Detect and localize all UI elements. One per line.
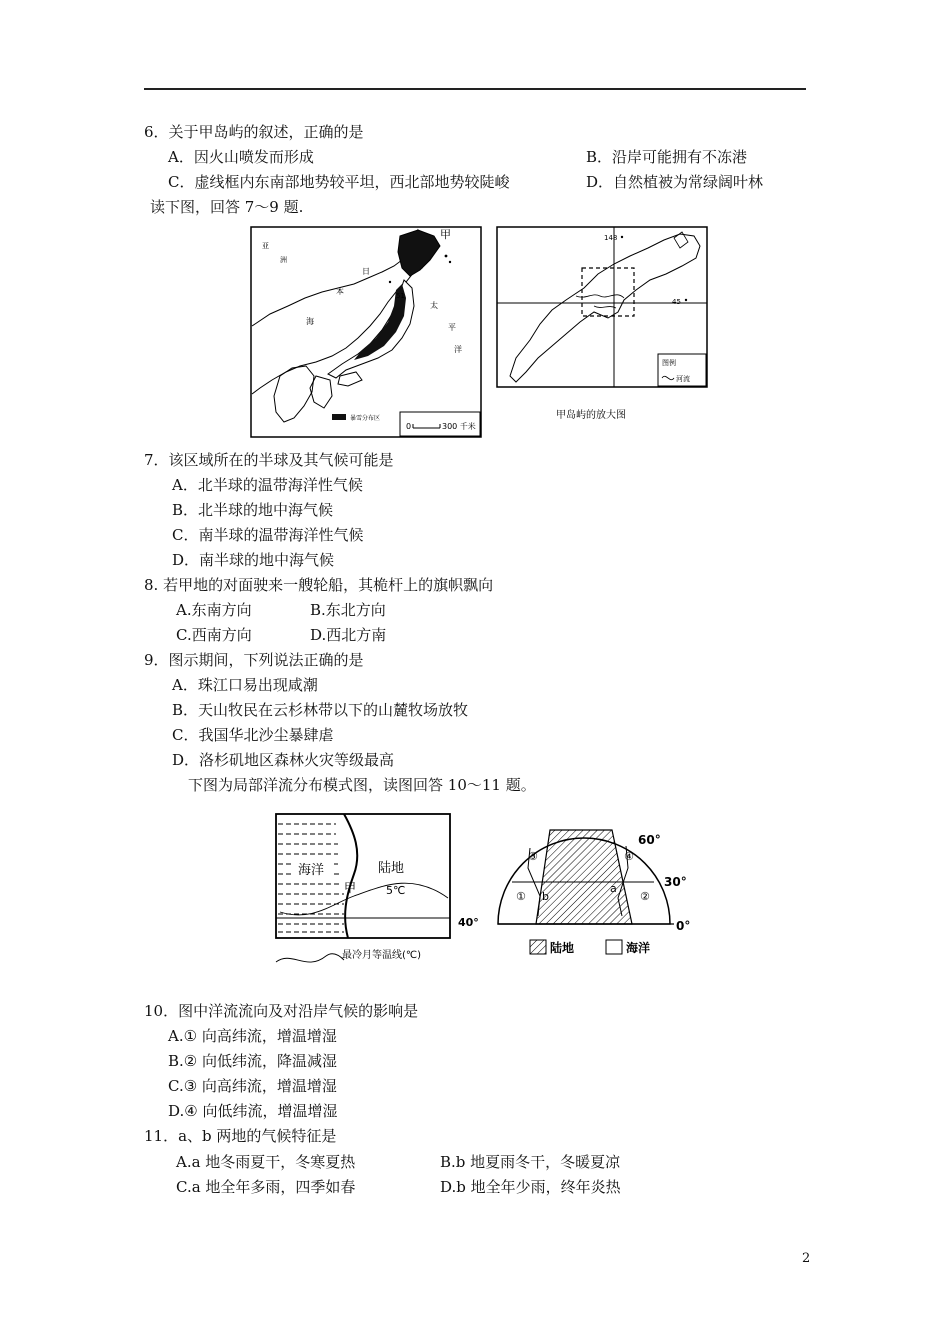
map1-label-sea: 本 [336,287,344,296]
map1-label-jia: 甲 [440,228,451,241]
scale-zero: 0 [406,422,412,431]
q10-stem: 10．图中洋流流向及对沿岸气候的影响是 [144,1002,419,1020]
fig4-label-a: a [610,882,617,895]
q8-option-c: C.西南方向 [176,626,252,644]
fig3-label-jia: 甲 [344,881,357,895]
fig4-label-0: 0° [676,919,691,933]
map2-legend-title: 图例 [662,359,676,367]
fig3-legend-label: 最冷月等温线(℃) [342,950,422,961]
fig4-legend-land: 陆地 [550,941,575,955]
legend-ocean-swatch [606,940,622,954]
map1-label-asia: 亚 [262,242,269,250]
fig4-label-60: 60° [638,833,661,847]
map1-label-sea: 日 [362,267,370,276]
intro-7-9: 读下图，回答 7～9 题. [150,198,304,216]
q10-option-c: C.③ 向高纬流，增温增湿 [168,1077,337,1095]
q11-option-d: D.b 地全年少雨，终年炎热 [440,1178,621,1196]
map1-label-pacific: 平 [448,323,456,332]
q6-option-a: A．因火山喷发而形成 [168,148,314,166]
fig3-label-land: 陆地 [378,861,405,876]
header-rule [144,88,806,90]
page-number: 2 [802,1251,811,1266]
japan-map-figure [250,226,482,442]
q7-option-a: A．北半球的温带海洋性气候 [172,476,363,494]
map1-label-pacific: 太 [430,301,438,310]
q10-option-a: A.① 向高纬流，增温增湿 [168,1027,337,1045]
isotherm-diagram [272,812,484,972]
q6-option-b: B．沿岸可能拥有不冻港 [586,148,748,166]
q6-option-d: D．自然植被为常绿阔叶林 [586,173,764,191]
map1-label-sea: 海 [306,317,314,326]
q11-stem: 11．a、b 两地的气候特征是 [144,1127,337,1145]
fig3-label-ocean: 海洋 [298,863,325,878]
q9-stem: 9．图示期间，下列说法正确的是 [144,651,364,669]
map2-longitude-label: 148 [604,234,618,242]
q11-option-a: A.a 地冬雨夏干，冬寒夏热 [176,1153,356,1171]
map2-legend-river: 河流 [676,375,690,383]
map1-label-51: 51 [396,292,405,300]
q9-option-a: A．珠江口易出现咸潮 [172,676,318,694]
q8-option-b: B.东北方向 [310,601,386,619]
map1-legend-label: 暴雪分布区 [350,415,381,422]
q11-option-c: C.a 地全年多雨，四季如春 [176,1178,356,1196]
map2-latitude-label: 45 [672,298,681,306]
legend-land-swatch [530,940,546,954]
current-model-diagram [494,820,700,966]
fig4-label-30: 30° [664,875,687,889]
intro-10-11: 下图为局部洋流分布模式图，读图回答 10～11 题。 [188,776,536,794]
fig4-label-current-1: ① [516,890,526,903]
q10-option-d: D.④ 向低纬流，增温增湿 [168,1102,338,1120]
fig4-legend-ocean: 海洋 [626,941,651,955]
q6-option-c: C．虚线框内东南部地势较平坦，西北部地势较陡峻 [168,173,510,191]
q7-option-b: B．北半球的地中海气候 [172,501,334,519]
fig4-label-current-3: ③ [528,850,538,863]
fig4-label-b: b [542,890,549,903]
map2-caption: 甲岛屿的放大图 [556,410,626,421]
q7-option-d: D．南半球的地中海气候 [172,551,335,569]
q9-option-d: D．洛杉矶地区森林火灾等级最高 [172,751,395,769]
q8-option-d: D.西北方南 [310,626,387,644]
q6-stem: 6．关于甲岛屿的叙述，正确的是 [144,123,364,141]
q7-option-c: C．南半球的温带海洋性气候 [172,526,364,544]
legend-swatch-snow [332,414,346,420]
fig3-label-temp: 5℃ [386,884,406,897]
q11-option-b: B.b 地夏雨冬干，冬暖夏凉 [440,1153,621,1171]
q9-option-c: C．我国华北沙尘暴肆虐 [172,726,334,744]
island-enlarged-map [496,226,708,430]
q7-stem: 7．该区域所在的半球及其气候可能是 [144,451,394,469]
q10-option-b: B.② 向低纬流，降温减湿 [168,1052,338,1070]
q8-option-a: A.东南方向 [176,601,252,619]
map1-label-pacific: 洋 [454,345,462,354]
fig4-label-current-2: ② [640,890,650,903]
fig3-label-latitude: 40° [458,916,479,929]
map1-label-asia: 洲 [280,256,287,264]
q8-stem: 8. 若甲地的对面驶来一艘轮船，其桅杆上的旗帜飘向 [144,576,494,594]
fig4-label-current-4: ④ [624,850,634,863]
q9-option-b: B．天山牧民在云杉林带以下的山麓牧场放牧 [172,701,469,719]
scale-label: 300 千米 [442,422,476,431]
